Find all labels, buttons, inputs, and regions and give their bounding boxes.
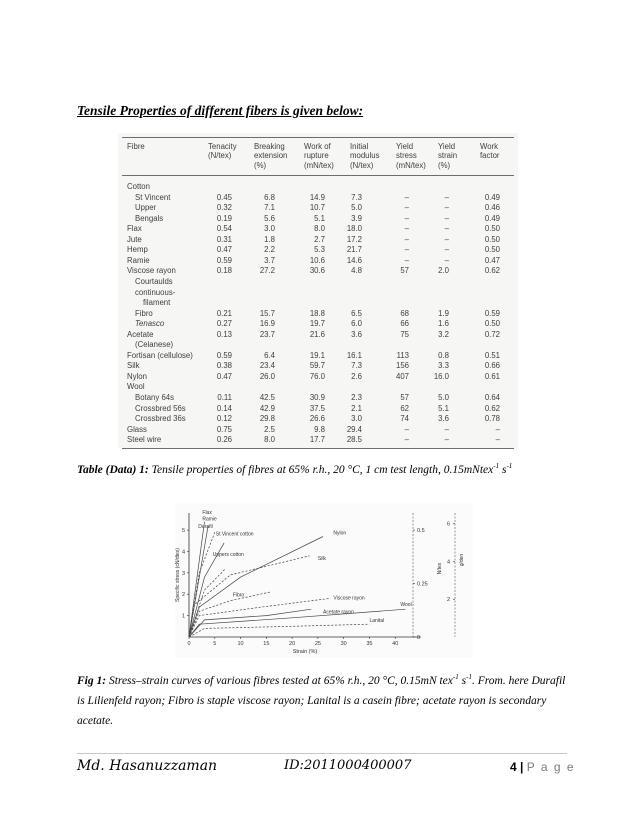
series-label: Ramie	[202, 516, 217, 523]
series-label: Lanital	[369, 618, 385, 625]
series-label: Nylon	[333, 530, 347, 537]
table-cell: 1.8	[264, 234, 275, 244]
figure-caption-text2: . From. here Durafil is Lilienfeld rayon; Fibro is staple viscose rayon; Lanital is a casein fibre; acetate rayon is secondary acetate.	[77, 674, 566, 727]
table-cell: 17.7	[309, 435, 325, 445]
table-header-cell: (N/tex)	[208, 151, 232, 161]
table-cell: 42.9	[259, 403, 275, 413]
figure-caption-mid: s	[458, 674, 467, 687]
table-cell: 0.50	[484, 234, 500, 244]
table-header-cell: Initial	[350, 142, 369, 151]
table-header-cell: rupture	[304, 151, 329, 161]
table-cell: 26.0	[259, 371, 275, 381]
table-cell: 5.1	[438, 403, 449, 413]
series-line	[189, 609, 311, 637]
table-cell: 0.50	[484, 224, 500, 234]
table-cell: 5.6	[264, 213, 275, 223]
table-header-cell: factor	[480, 151, 500, 161]
table-cell: 19.7	[309, 319, 325, 329]
table-cell: –	[495, 435, 500, 445]
table-cell: 23.7	[259, 329, 275, 339]
table-header-cell: Yield	[396, 142, 414, 151]
table-cell: 7.1	[264, 203, 275, 213]
series-label: Wool	[400, 602, 412, 608]
table-caption	[77, 462, 512, 476]
series-label: Silk	[317, 556, 326, 563]
table-row-label: Crossbred 56s	[135, 403, 186, 413]
table-cell: –	[404, 245, 409, 255]
y-tick-label: 2	[181, 592, 185, 599]
table-cell: 30.6	[309, 266, 325, 276]
table-cell: 0.49	[484, 213, 500, 223]
right-axis-gden-tick-label: 4	[446, 559, 450, 566]
table-cell: –	[404, 435, 409, 445]
table-header-cell: extension	[254, 151, 288, 161]
page-word: P a g e	[526, 760, 576, 774]
table-cell: 9.8	[314, 424, 325, 434]
table-row-label: Upper	[135, 203, 157, 213]
table-row-label: Viscose rayon	[127, 266, 176, 276]
table-cell: 0.32	[216, 203, 232, 213]
table-cell: –	[444, 234, 449, 244]
x-tick-label: 25	[314, 641, 321, 647]
table-row-label: Silk	[127, 361, 140, 371]
table-cell: 19.1	[309, 350, 325, 360]
table-header-cell: Work	[480, 142, 499, 151]
table-cell: 6.0	[351, 319, 362, 329]
table-row-label: Steel wire	[127, 435, 162, 445]
table-cell: 0.12	[216, 414, 232, 424]
table-cell: 6.5	[351, 308, 362, 318]
table-cell: 27.2	[259, 266, 275, 276]
table-cell: 62	[400, 403, 409, 413]
table-cell: 30.9	[309, 393, 325, 402]
table-cell: 59.7	[309, 361, 325, 371]
table-cell: 0.27	[216, 319, 232, 329]
table-cell: 0.47	[216, 371, 232, 381]
table-cell: 57	[400, 266, 409, 276]
table-row-label: Courtaulds	[135, 276, 173, 286]
table-cell: 4.8	[351, 266, 362, 276]
table-cell: 1.9	[438, 308, 449, 318]
table-row-label: Nylon	[127, 371, 147, 381]
table-cell: 0.8	[438, 350, 449, 360]
table-cell: 0.18	[216, 266, 232, 276]
page-number: 4	[510, 760, 517, 774]
table-header-cell: (mN/tex)	[304, 160, 334, 170]
table-header-cell: (%)	[438, 160, 451, 170]
table-cell: –	[404, 192, 409, 202]
table-cell: 75	[400, 329, 409, 339]
table-cell: 5.0	[438, 393, 449, 402]
table-caption-lead: Table (Data) 1:	[77, 463, 149, 476]
stress-strain-chart	[175, 503, 473, 658]
table-cell: 2.1	[351, 403, 362, 413]
table-cell: 0.38	[216, 361, 232, 371]
table-cell: 10.7	[309, 203, 325, 213]
table-cell: 8.0	[264, 435, 275, 445]
table-cell: 0.11	[217, 393, 232, 402]
table-cell: –	[404, 213, 409, 223]
table-row-label: Acetate	[127, 329, 154, 339]
table-cell: 14.9	[309, 192, 325, 202]
right-axis-ntex-tick-label: 0	[417, 635, 421, 641]
series-line	[189, 522, 205, 637]
table-cell: 0.45	[216, 192, 232, 202]
table-cell: 10.6	[309, 255, 325, 265]
table-caption-text: Tensile properties of fibres at 65% r.h., 20 °C, 1 cm test length, 0.15mNtex	[148, 463, 494, 476]
table-row-label: Cotton	[127, 182, 150, 191]
table-cell: 156	[395, 361, 409, 371]
table-cell: –	[404, 424, 409, 434]
table-row-label: Fibro	[135, 308, 153, 318]
y-axis-label: Specific stress (cN/dtex)	[175, 548, 181, 602]
table-caption-sup2: -1	[506, 462, 513, 470]
table-cell: 0.75	[216, 424, 232, 434]
stress-strain-figure	[175, 503, 473, 658]
table-row-label: Flax	[127, 224, 142, 234]
table-cell: 68	[400, 308, 409, 318]
x-axis-label: Strain (%)	[292, 649, 318, 655]
x-tick-label: 30	[340, 641, 347, 647]
table-cell: 28.5	[346, 435, 362, 445]
x-tick-label: 0	[187, 641, 191, 647]
table-cell: 5.1	[314, 213, 325, 223]
table-cell: 407	[395, 371, 409, 381]
table-cell: 0.47	[484, 255, 500, 265]
table-cell: 7.3	[351, 192, 362, 202]
table-row-label: Tenasco	[135, 319, 165, 329]
table-rule	[122, 137, 514, 138]
table-cell: –	[404, 234, 409, 244]
figure-caption-lead: Fig 1:	[77, 674, 107, 687]
table-cell: 2.0	[438, 266, 449, 276]
table-cell: –	[404, 203, 409, 213]
table-row-label: Crossbred 36s	[135, 414, 186, 424]
table-cell: 3.7	[264, 255, 275, 265]
right-axis-ntex-tick-label: 0.25	[417, 581, 428, 588]
table-header-cell: Work of	[304, 142, 331, 151]
table-row-label: Jute	[127, 234, 142, 244]
series-line	[189, 599, 329, 638]
figure-caption-sup1: -1	[452, 673, 459, 681]
figure-caption-text1: Stress–strain curves of various fibres tested at 65% r.h., 20 °C, 0.15mN tex	[106, 674, 453, 687]
table-cell: 74	[400, 414, 409, 424]
table-row-label: St Vincent	[135, 192, 171, 202]
table-cell: 6.8	[264, 192, 275, 202]
footer-page	[510, 760, 575, 774]
table-cell: –	[444, 255, 449, 265]
table-header-cell: (mN/tex)	[396, 160, 426, 170]
table-header-cell: Fibre	[127, 142, 145, 151]
table-cell: 0.72	[484, 329, 500, 339]
table-cell: –	[404, 255, 409, 265]
table-cell: 3.2	[438, 329, 449, 339]
table-row-label: continuous-	[135, 287, 176, 297]
series-line	[189, 537, 323, 638]
y-tick-label: 1	[181, 613, 185, 620]
table-row-label: Wool	[127, 382, 145, 392]
table-cell: 3.0	[351, 414, 362, 424]
table-cell: 0.59	[484, 308, 500, 318]
table-row-label: Bengals	[135, 213, 164, 223]
table-cell: 6.4	[264, 350, 275, 360]
table-caption-sup1: -1	[493, 462, 500, 470]
table-cell: 18.8	[309, 308, 325, 318]
table-cell: 21.6	[309, 329, 325, 339]
x-tick-label: 15	[263, 641, 270, 647]
table-cell: 2.3	[351, 393, 362, 402]
table-cell: 18.0	[346, 224, 362, 234]
table-header-cell: (%)	[254, 160, 267, 170]
series-label: Viscose rayon	[333, 595, 365, 602]
table-cell: –	[444, 192, 449, 202]
table-cell: 0.64	[484, 393, 500, 402]
y-tick-label: 4	[181, 549, 185, 556]
table-cell: 3.6	[351, 329, 362, 339]
x-tick-label: 10	[237, 641, 244, 647]
table-cell: 2.2	[264, 245, 275, 255]
table-cell: 5.0	[351, 203, 362, 213]
table-cell: 14.6	[346, 255, 362, 265]
table-cell: 0.59	[216, 350, 232, 360]
table-cell: 2.7	[314, 234, 325, 244]
table-cell: 0.26	[216, 435, 232, 445]
footer-divider	[77, 753, 567, 754]
table-row-label: Glass	[127, 424, 147, 434]
table-cell: 42.5	[259, 393, 275, 402]
table-row-label: Fortisan (cellulose)	[127, 350, 193, 360]
table-header-cell: (N/tex)	[350, 160, 374, 170]
table-header-cell: modulus	[350, 151, 380, 161]
table-cell: 26.6	[309, 414, 325, 424]
table-cell: 23.4	[259, 361, 275, 371]
y-tick-label: 3	[181, 570, 185, 577]
series-line	[189, 624, 369, 637]
table-cell: 1.6	[438, 319, 449, 329]
table-cell: 5.3	[314, 245, 325, 255]
footer-author: Md. Hasanuzzaman	[77, 758, 218, 774]
right-axis-gden-tick-label: 2	[446, 597, 450, 604]
series-label: Acetate rayon	[323, 609, 354, 616]
table-cell: 0.50	[484, 245, 500, 255]
table-header-cell: strain	[438, 151, 458, 161]
table-cell: 37.5	[309, 403, 325, 413]
table-cell: –	[444, 424, 449, 434]
table-cell: 0.14	[216, 403, 232, 413]
table-cell: 3.3	[438, 361, 449, 371]
table-header-cell: stress	[396, 151, 417, 161]
table-cell: 17.2	[346, 234, 362, 244]
series-label: Uppers cotton	[212, 551, 244, 558]
table-row-label: (Celanese)	[135, 340, 174, 350]
table-cell: 0.49	[484, 192, 500, 202]
table-cell: 3.6	[438, 414, 449, 424]
x-tick-label: 35	[366, 641, 373, 647]
table-cell: –	[444, 203, 449, 213]
table-cell: 16.0	[433, 371, 449, 381]
figure-caption	[77, 667, 567, 731]
table-cell: 2.6	[351, 371, 362, 381]
table-cell: 0.47	[216, 245, 232, 255]
table-cell: 8.0	[314, 224, 325, 234]
table-cell: 0.61	[484, 371, 500, 381]
table-cell: 16.1	[346, 350, 362, 360]
table-cell: –	[404, 224, 409, 234]
table-cell: 0.62	[484, 403, 500, 413]
y-tick-label: 5	[181, 528, 185, 535]
section-heading: Tensile Properties of different fibers is given below:	[77, 103, 364, 118]
table-cell: 21.7	[346, 245, 362, 255]
table-cell: –	[444, 224, 449, 234]
table-cell: 0.13	[216, 329, 232, 339]
table-cell: 0.62	[484, 266, 500, 276]
table-cell: 3.9	[351, 213, 362, 223]
table-cell: 29.8	[259, 414, 275, 424]
table-cell: 57	[400, 393, 409, 402]
table-cell: 0.51	[484, 350, 500, 360]
table-rule	[122, 448, 514, 449]
right-axis-ntex-tick-label: 0.5	[417, 528, 425, 535]
table-cell: 3.0	[264, 224, 275, 234]
series-line	[189, 592, 270, 637]
table-caption-mid: s	[499, 463, 507, 476]
table-cell: 0.50	[484, 319, 500, 329]
x-tick-label: 40	[392, 641, 399, 647]
page-separator: |	[520, 760, 524, 774]
table-header-cell: Yield	[438, 142, 456, 151]
table-cell: 7.3	[351, 361, 362, 371]
table-cell: 0.66	[484, 361, 500, 371]
table-cell: 0.21	[216, 308, 232, 318]
table-row-label: filament	[143, 298, 171, 308]
x-tick-label: 20	[289, 641, 296, 647]
table-cell: 0.54	[216, 224, 232, 234]
table-cell: 29.4	[346, 424, 362, 434]
table-cell: 66	[400, 319, 409, 329]
table-header-cell: Breaking	[254, 142, 285, 151]
table-cell: 16.9	[259, 319, 275, 329]
table-cell: 113	[396, 350, 409, 360]
table-cell: –	[444, 435, 449, 445]
table-rule	[122, 175, 514, 176]
right-axis-gden-label: g/den	[459, 553, 465, 567]
series-label: Durafil	[198, 523, 213, 530]
table-cell: –	[444, 213, 449, 223]
table-cell: 0.19	[216, 213, 232, 223]
x-tick-label: 5	[213, 641, 217, 647]
series-label: St Vincent cotton	[215, 531, 254, 538]
table-cell: 0.46	[484, 203, 500, 213]
series-label: Fibro	[232, 592, 245, 599]
tensile-properties-table	[118, 133, 518, 448]
table-row-label: Ramie	[127, 255, 150, 265]
right-axis-gden-tick-label: 6	[446, 521, 450, 528]
table-header-cell: Tenacity	[208, 142, 237, 151]
table-row-label: Hemp	[127, 245, 148, 255]
table-cell: 0.31	[216, 234, 232, 244]
right-axis-ntex-label: N/tex	[437, 562, 443, 575]
table-cell: –	[444, 245, 449, 255]
table-cell: 0.59	[216, 255, 232, 265]
table-cell: –	[495, 424, 500, 434]
table-cell: 2.5	[264, 424, 275, 434]
series-label: Flax	[202, 510, 212, 517]
table-cell: 0.78	[484, 414, 500, 424]
figure-caption-sup2: -1	[466, 673, 472, 681]
footer-id: ID:2011000400007	[284, 758, 412, 773]
table-row-label: Botany 64s	[135, 393, 175, 402]
table-cell: 76.0	[309, 371, 325, 381]
table-cell: 15.7	[259, 308, 275, 318]
